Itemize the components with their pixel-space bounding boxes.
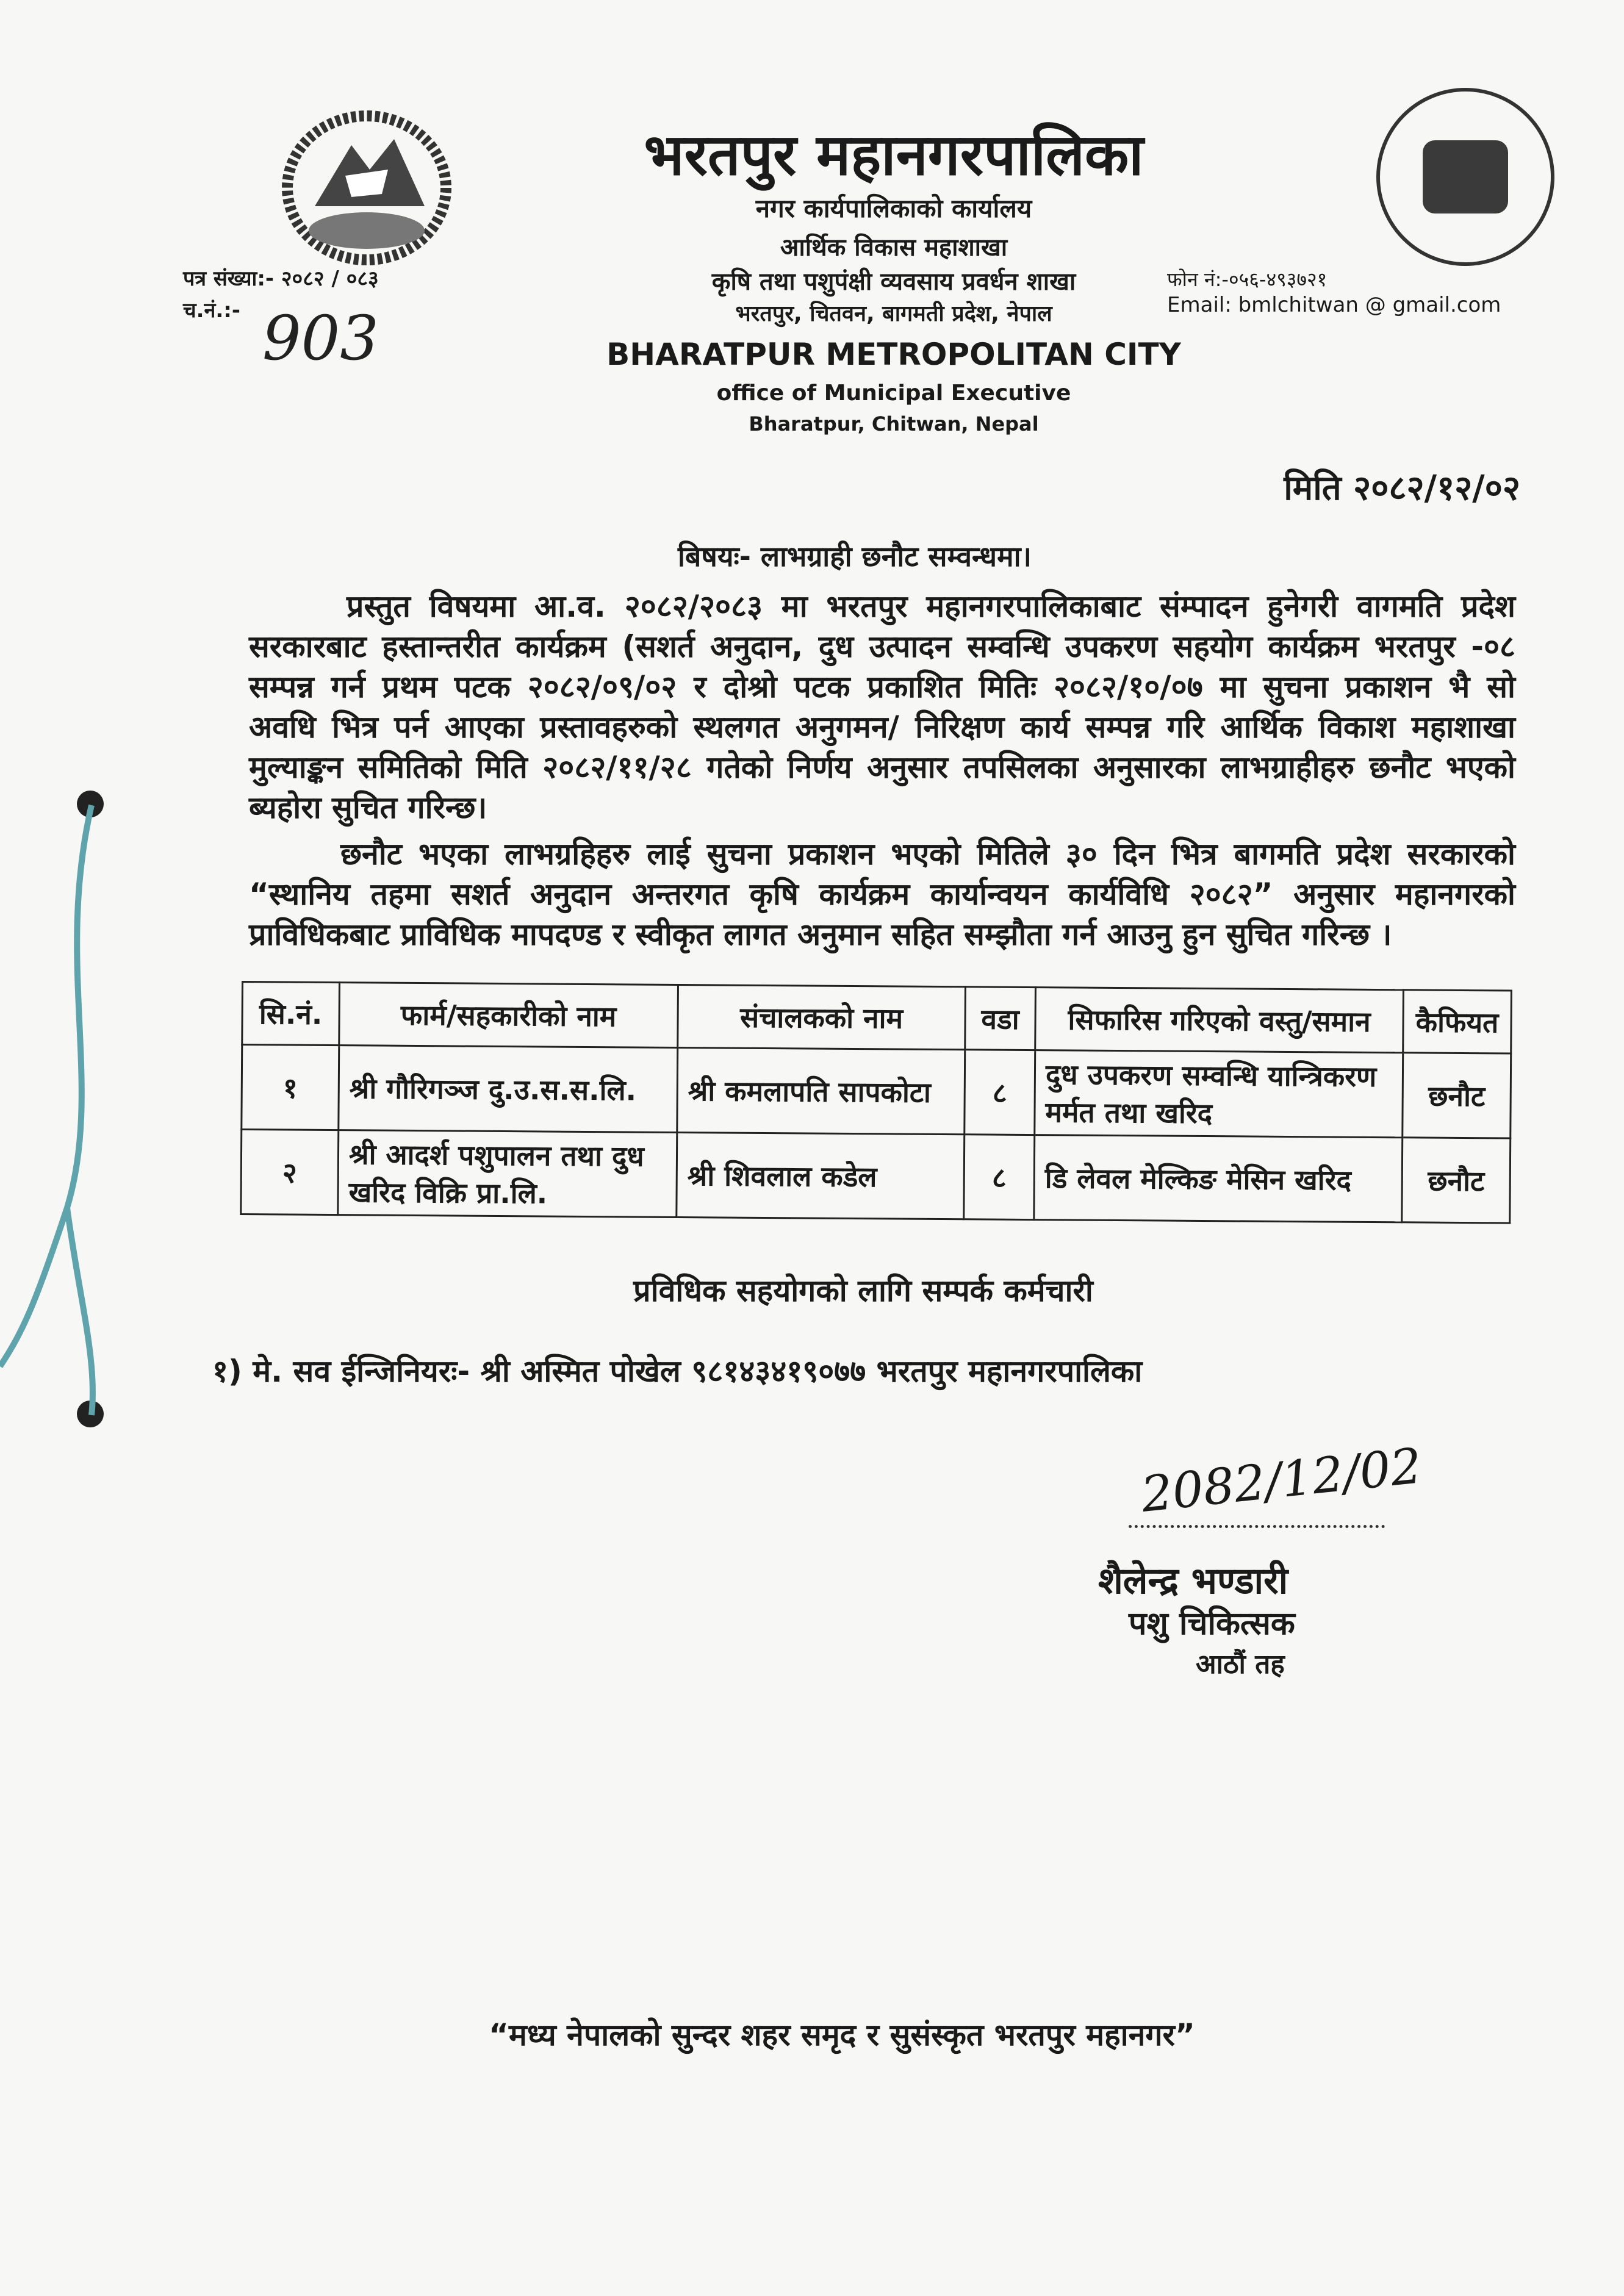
contact-line: १) मे. सव ईन्जिनियरः- श्री अस्मित पोखेल ९८१४३४१९०७७ भरतपुर महानगरपालिका — [212, 1354, 1143, 1389]
subject: बिषयः- लाभग्राही छनौट सम्वन्धमा। — [678, 540, 1032, 573]
contact-heading: प्रविधिक सहयोगको लागि सम्पर्क कर्मचारी — [633, 1273, 1093, 1308]
cell: २ — [241, 1130, 339, 1215]
cell: छनौट — [1403, 1053, 1511, 1138]
cell: श्री आदर्श पशुपालन तथा दुध खरिद विक्रि प्रा.लि. — [338, 1130, 677, 1218]
paragraph-line: छनौट भएका लाभग्रहिहरु लाई सुचना प्रकाशन भएको मितिले ३० दिन भित्र बागमति प्रदेश सरकारको — [340, 836, 1515, 872]
signature-handwritten: 2082/12/02 — [1138, 1437, 1425, 1523]
paragraph-line: अवधि भित्र पर्न आएका प्रस्तावहरुको स्थलगत अनुगमन/ निरिक्षण कार्य सम्पन्न गरि आर्थिक विकाश महाशाखा — [249, 709, 1515, 745]
beneficiary-table — [240, 981, 1512, 1224]
division-np: आर्थिक विकास महाशाखा — [780, 234, 1008, 262]
cell: श्री कमलापति सापकोटा — [677, 1047, 965, 1134]
table-header-row — [242, 982, 1512, 1054]
table-row — [241, 1130, 1511, 1224]
col-item: सिफारिस गरिएको वस्तु/समान — [1035, 988, 1404, 1053]
cell: ८ — [964, 1135, 1035, 1220]
title-en: BHARATPUR METROPOLITAN CITY — [606, 337, 1181, 372]
address-np: भरतपुर, चितवन, बागमती प्रदेश, नेपाल — [735, 301, 1052, 326]
letter-number: पत्र संख्या:- २०८२ / ०८३ — [183, 267, 379, 291]
bharatpur-seal-logo — [1376, 88, 1554, 266]
cell: ८ — [965, 1050, 1035, 1135]
seal-emblem — [1423, 140, 1508, 213]
paragraph-line: प्रस्तुत विषयमा आ.व. २०८२/२०८३ मा भरतपुर महानगरपालिकाबाट संम्पादन हुनेगरी वागमति प्रदेश — [347, 589, 1515, 624]
cell: डि लेवल मेल्किङ मेसिन खरिद — [1034, 1135, 1403, 1222]
col-remarks: कैफियत — [1403, 990, 1512, 1053]
dispatch-number-handwritten: 903 — [262, 303, 379, 374]
paragraph-line: प्राविधिकबाट प्राविधिक मापदण्ड र स्वीकृत लागत अनुमान सहित सम्झौता गर्न आउनु हुन सुचित गरिन्छ । — [249, 917, 1392, 952]
office-en: office of Municipal Executive — [716, 381, 1071, 406]
address-en: Bharatpur, Chitwan, Nepal — [749, 412, 1039, 436]
signatory-name: शैलेन्द्र भण्डारी — [1098, 1560, 1288, 1602]
col-farm: फार्म/सहकारीको नाम — [339, 983, 678, 1048]
cell: दुध उपकरण सम्वन्धि यान्त्रिकरण मर्मत तथा खरिद — [1035, 1050, 1403, 1138]
paragraph-line: “स्थानिय तहमा सशर्त अनुदान अन्तरगत कृषि कार्यक्रम कार्यान्वयन कार्यविधि २०८२” अनुसार महानगरको — [249, 877, 1515, 912]
cell: श्री शिवलाल कडेल — [677, 1132, 965, 1219]
email: Email: bmlchitwan @ gmail.com — [1167, 293, 1501, 317]
office-np: नगर कार्यपालिकाको कार्यालय — [755, 193, 1032, 223]
letter-date: मिति २०८२/१२/०२ — [1284, 468, 1520, 508]
paragraph-line: सम्पन्न गर्न प्रथम पटक २०८२/०९/०२ र दोश्रो पटक प्रकाशित मितिः २०८२/१०/०७ मा सुचना प्रकाशन भै सो — [249, 669, 1515, 705]
nepal-emblem-logo — [278, 102, 455, 267]
dispatch-label: च.नं.:- — [183, 298, 240, 323]
branch-np: कृषि तथा पशुपंक्षी व्यवसाय प्रवर्धन शाखा — [711, 268, 1076, 296]
cell: छनौट — [1402, 1138, 1511, 1223]
col-operator: संचालकको नाम — [678, 985, 966, 1049]
motto: “मध्य नेपालको सुन्दर शहर समृद र सुसंस्कृत भरतपुर महानगर” — [489, 2017, 1195, 2053]
cell: १ — [242, 1045, 339, 1130]
title-np: भरतपुर महानगरपालिका — [644, 122, 1144, 188]
cell: श्री गौरिगञ्ज दु.उ.स.स.लि. — [339, 1046, 678, 1133]
col-ward: वडा — [965, 987, 1036, 1050]
phone: फोन नं:-०५६-४९३७२१ — [1167, 268, 1328, 291]
paragraph-line: मुल्याङ्कन समितिको मिति २०८२/११/२८ गतेको निर्णय अनुसार तपसिलका अनुसारका लाभग्राहीहरु छनौट भएको — [249, 750, 1515, 785]
col-sn: सि.नं. — [242, 982, 340, 1046]
binding-string — [0, 781, 159, 1452]
signatory-designation: पशु चिकित्सक — [1129, 1605, 1295, 1642]
paragraph-line: ब्यहोरा सुचित गरिन्छ। — [249, 790, 487, 825]
signatory-level: आठौं तह — [1196, 1649, 1285, 1680]
paragraph-line: सरकारबाट हस्तान्तरीत कार्यक्रम (सशर्त अनुदान, दुध उत्पादन सम्वन्धि उपकरण सहयोग कार्यक्रम भरतपुर -०८ — [249, 629, 1515, 664]
signature-dotted-line — [1129, 1525, 1385, 1528]
table-row — [242, 1045, 1511, 1139]
